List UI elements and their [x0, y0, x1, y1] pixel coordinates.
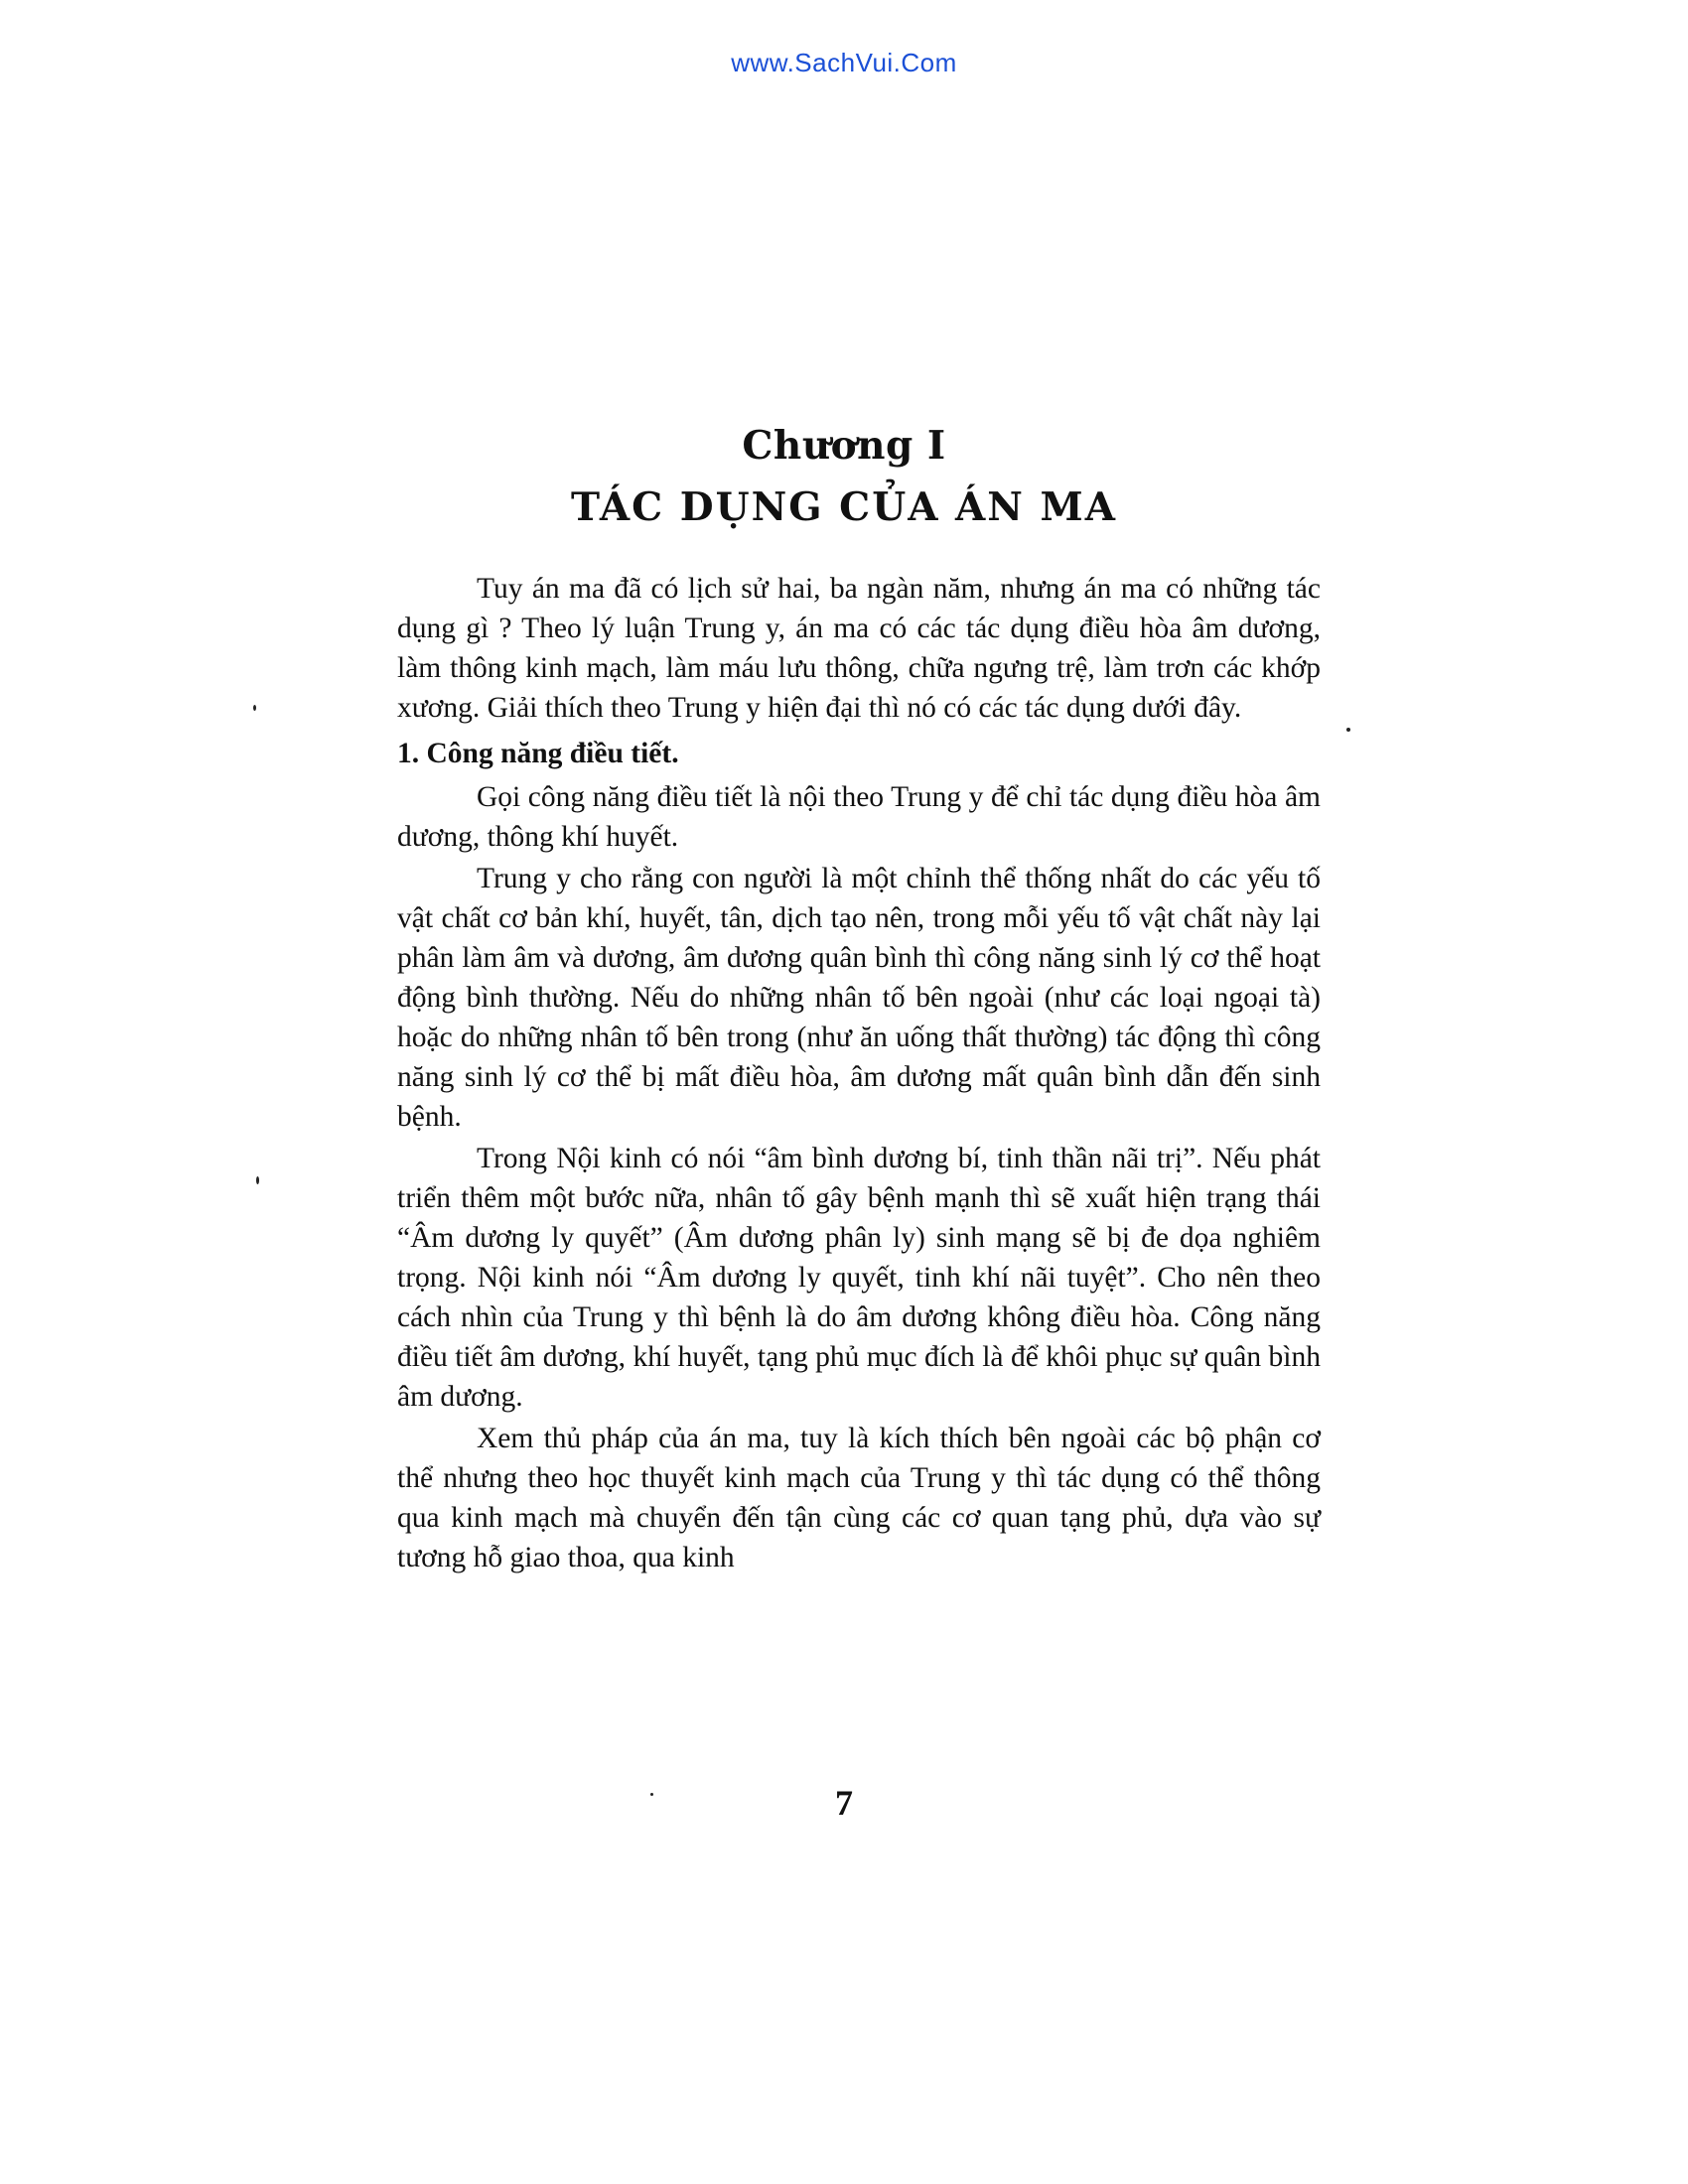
- paragraph-intro: Tuy án ma đã có lịch sử hai, ba ngàn năm, nhưng án ma có những tác dụng gì ? Theo lý luận Trung y, án ma có các tác dụng điều hòa âm dương, làm thông kinh mạch, làm máu lưu thông, chữa ngưng trệ, làm trơn các khớp xương. Giải thích theo Trung y hiện đại thì nó có các tác dụng dưới đây.: [397, 573, 1321, 724]
- scan-speck: [1346, 728, 1350, 732]
- chapter-heading: [0, 415, 1688, 538]
- paragraph-technique: Xem thủ pháp của án ma, tuy là kích thích bên ngoài các bộ phận cơ thể nhưng theo học thuyết kinh mạch của Trung y thì tác dụng có thể thông qua kinh mạch mà chuyển đến tận cùng các cơ quan tạng phủ, dựa vào sự tương hỗ giao thoa, qua kinh: [397, 1423, 1321, 1573]
- scan-speck: [650, 1793, 653, 1796]
- section-heading: 1. Công năng điều tiết.: [397, 738, 679, 769]
- scan-speck: [256, 1176, 259, 1184]
- paragraph-noi-kinh: Trong Nội kinh có nói “âm bình dương bí, tinh thần nãi trị”. Nếu phát triển thêm một bước nữa, nhân tố gây bệnh mạnh thì sẽ xuất hiện trạng thái “Âm dương ly quyết” (Âm dương phân ly) sinh mạng sẽ bị đe dọa nghiêm trọng. Nội kinh nói “Âm dương ly quyết, tinh khí nãi tuyệt”. Cho nên theo cách nhìn của Trung y thì bệnh là do âm dương không điều hòa. Công năng điều tiết âm dương, khí huyết, tạng phủ mục đích là để khôi phục sự quân bình âm dương.: [397, 1143, 1321, 1413]
- scan-speck: [253, 705, 256, 711]
- body-text: [397, 569, 1321, 1579]
- page-number: 7: [835, 1783, 853, 1823]
- site-url-link[interactable]: www.SachVui.Com: [731, 48, 957, 77]
- paragraph-theory: Trung y cho rằng con người là một chỉnh thể thống nhất do các yếu tố vật chất cơ bản khí, huyết, tân, dịch tạo nên, trong mỗi yếu tố vật chất này lại phân làm âm và dương, âm dương quân bình thì công năng sinh lý cơ thể hoạt động bình thường. Nếu do những nhân tố bên ngoài (như các loại ngoại tà) hoặc do những nhân tố bên trong (như ăn uống thất thường) tác động thì công năng sinh lý cơ thể bị mất điều hòa, âm dương mất quân bình dẫn đến sinh bệnh.: [397, 863, 1321, 1133]
- chapter-label: Chương I: [742, 423, 946, 469]
- paragraph-definition: Gọi công năng điều tiết là nội theo Trung y để chỉ tác dụng điều hòa âm dương, thông khí huyết.: [397, 781, 1321, 853]
- chapter-title: TÁC DỤNG CỦA ÁN MA: [571, 484, 1117, 530]
